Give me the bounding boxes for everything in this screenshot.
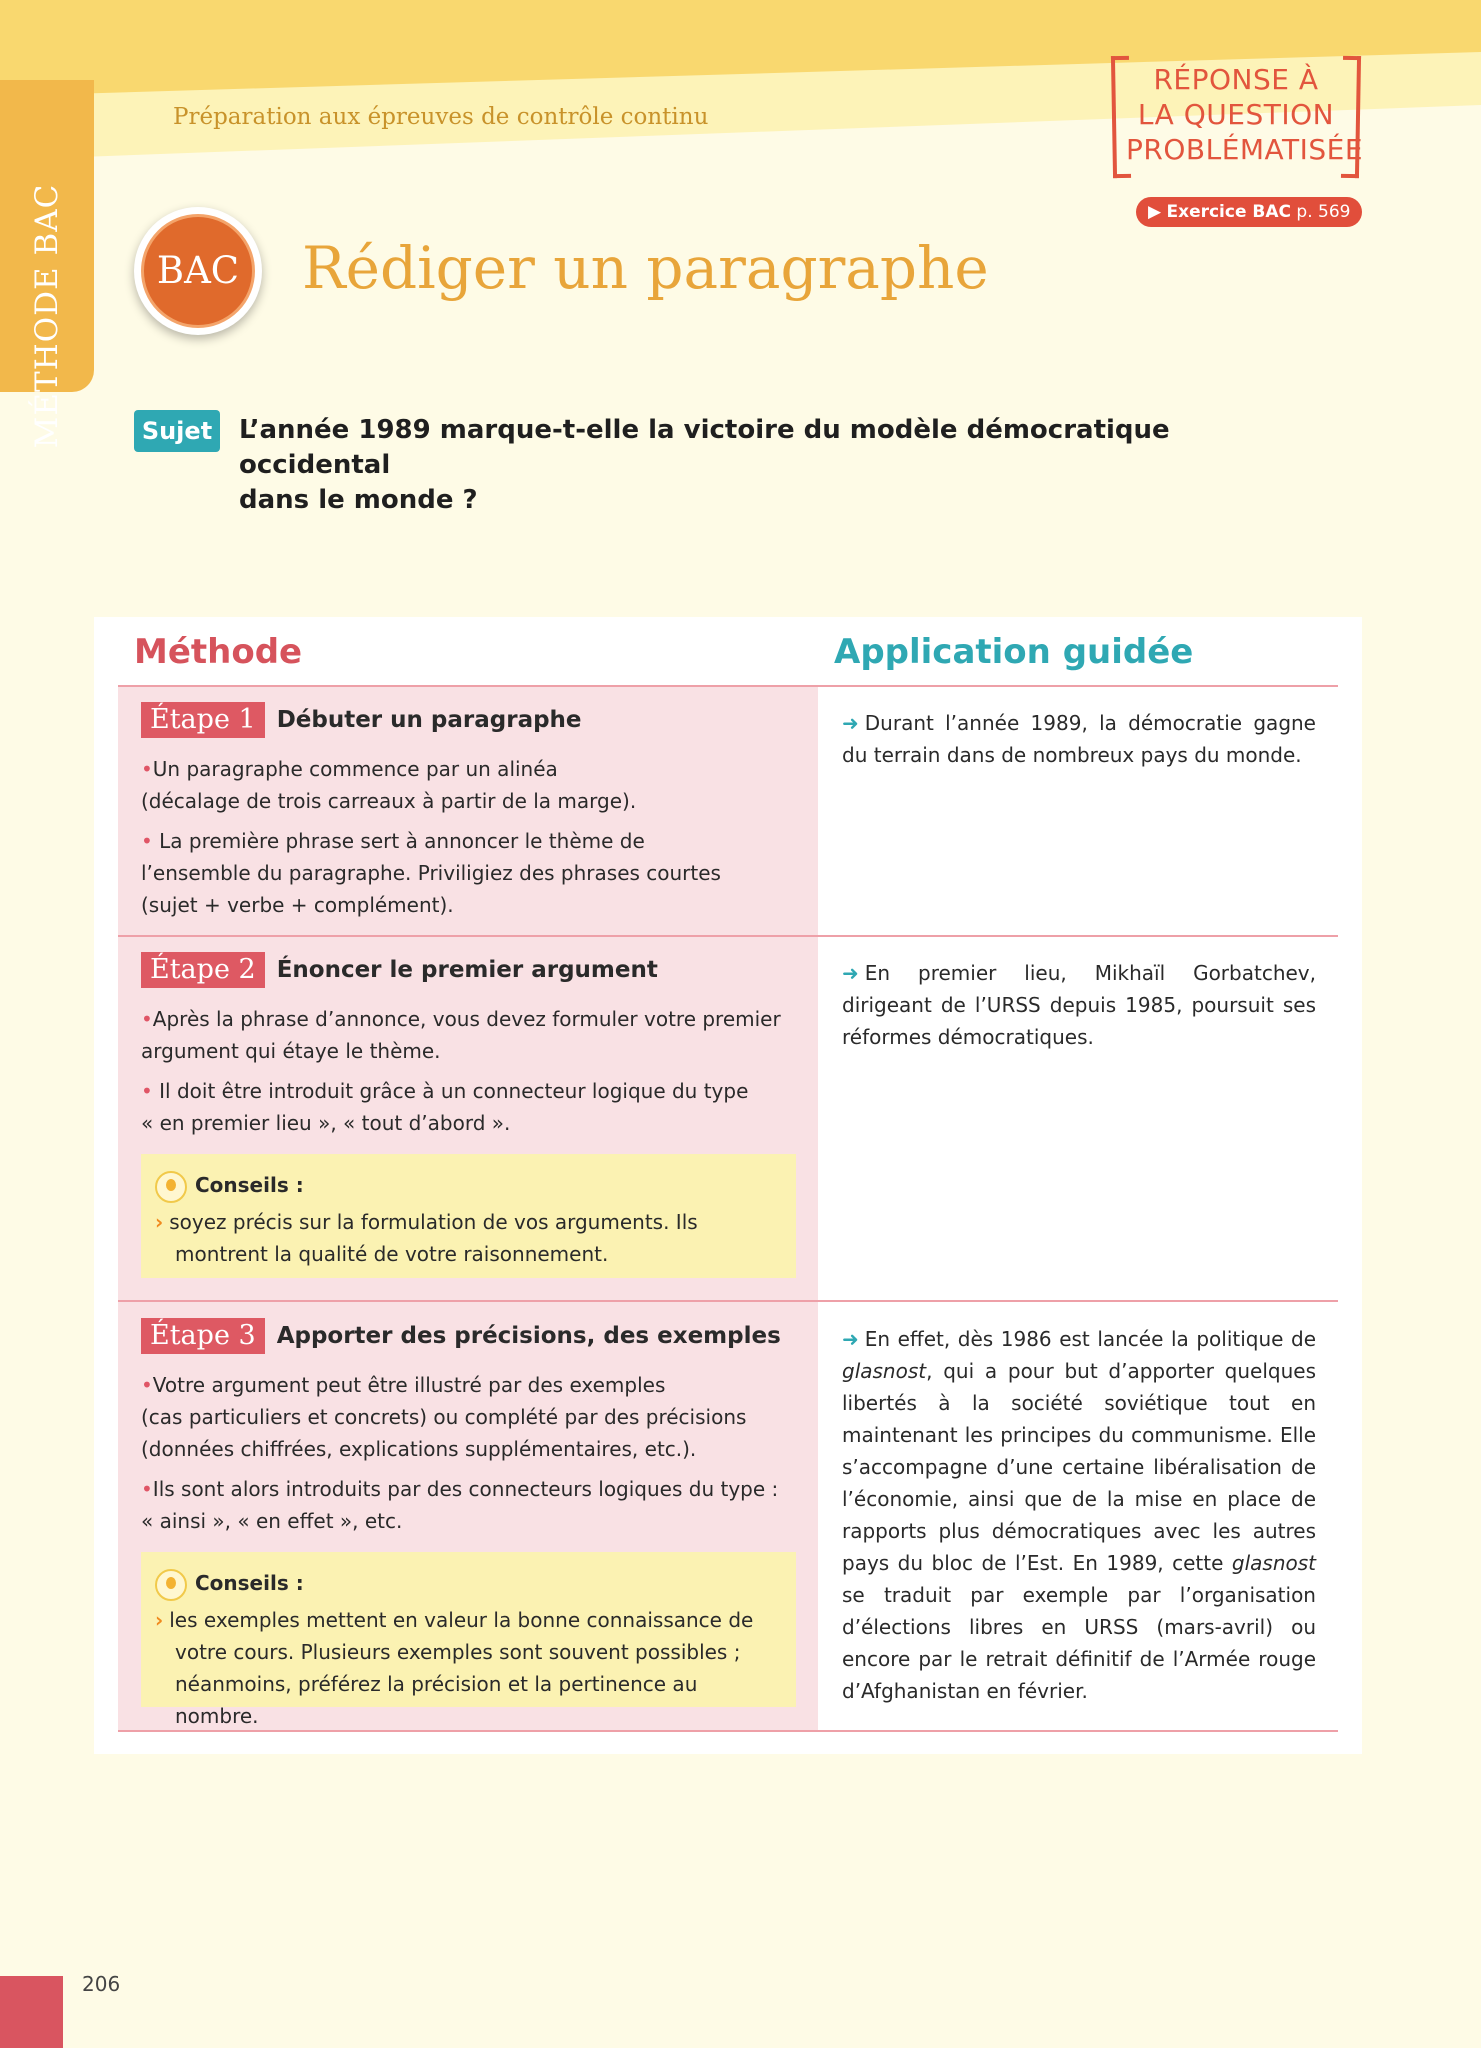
exercise-link-label: Exercice BAC xyxy=(1166,202,1291,222)
step-2-conseil xyxy=(141,1154,796,1278)
step-3-application xyxy=(842,1323,1316,1707)
step-3-header xyxy=(141,1318,781,1354)
bullet-dot-icon: • xyxy=(141,1007,153,1031)
bullet-dot-icon: • xyxy=(141,1373,153,1397)
step-3-bullet-2 xyxy=(141,1473,801,1537)
bullet-line: Votre argument peut être illustré par des exemples xyxy=(152,1373,666,1397)
exercise-link-page: p. 569 xyxy=(1296,202,1351,222)
arrow-right-icon: ➜ xyxy=(842,711,859,735)
application-term: glasnost xyxy=(1231,1551,1316,1575)
bullet-dot-icon: • xyxy=(141,1477,153,1501)
application-text: En effet, dès 1986 est lancée la politique de xyxy=(864,1327,1316,1351)
application-text: , qui a pour but d’apporter quelques libertés à la société soviétique tout en maintenant les principes du communisme. Elle s’accompagne d’une certaine libéralisation de l’économie, ainsi que de la mise en place de rapports plus démocratiques avec les autres pays du bloc de l’Est. En 1989, cette xyxy=(842,1359,1316,1575)
bullet-line: Ils sont alors introduits par des connecteurs logiques du type : xyxy=(152,1477,779,1501)
page-corner-marker xyxy=(0,1976,63,2048)
stamp-line: LA QUESTION xyxy=(1137,98,1335,131)
step-1-header xyxy=(141,702,582,738)
bullet-dot-icon: • xyxy=(141,1079,153,1103)
kicker: Préparation aux épreuves de contrôle continu xyxy=(173,104,709,130)
sujet-tag: Sujet xyxy=(134,410,220,452)
row-divider xyxy=(118,685,1338,687)
step-3-bullet-1 xyxy=(141,1369,801,1465)
conseil-body xyxy=(155,1206,782,1270)
bullet-line: Après la phrase d’annonce, vous devez formuler votre premier xyxy=(152,1007,781,1031)
step-2-application xyxy=(842,957,1316,1053)
bullet-line: (décalage de trois carreaux à partir de la marge). xyxy=(141,789,637,813)
side-tab-label: MÉTHODE BAC xyxy=(29,183,65,449)
step-title: Débuter un paragraphe xyxy=(276,707,582,733)
stamp-text xyxy=(1126,62,1364,167)
chevron-right-icon: › xyxy=(155,1608,164,1632)
step-2-bullet-1 xyxy=(141,1003,801,1067)
bullet-line: (cas particuliers et concrets) ou complété par des précisions xyxy=(141,1405,747,1429)
step-1-bullet-1 xyxy=(141,753,801,817)
sujet-line: dans le monde ? xyxy=(239,485,478,515)
column-heading-application: Application guidée xyxy=(834,632,1194,672)
step-1-bullet-2 xyxy=(141,825,801,921)
bullet-line: l’ensemble du paragraphe. Priviligiez des phrases courtes xyxy=(141,861,721,885)
conseil-text: les exemples mettent en valeur la bonne connaissance de votre cours. Plusieurs exemples sont souvent possibles ; néanmoins, préférez la précision et la pertinence au nombre. xyxy=(169,1608,754,1728)
row-divider xyxy=(118,1300,1338,1302)
step-title: Énoncer le premier argument xyxy=(276,957,658,983)
conseil-header xyxy=(155,1566,782,1600)
step-tag: Étape 3 xyxy=(141,1318,265,1354)
bullet-dot-icon: • xyxy=(141,829,153,853)
bullet-line: Il doit être introduit grâce à un connecteur logique du type xyxy=(159,1079,749,1103)
play-triangle-icon: ▶ xyxy=(1148,202,1162,222)
conseil-title: Conseils : xyxy=(195,1571,304,1595)
application-term: glasnost xyxy=(842,1359,927,1383)
step-2-bullet-2 xyxy=(141,1075,801,1139)
bullet-line: (sujet + verbe + complément). xyxy=(141,893,454,917)
bac-badge-label: BAC xyxy=(141,214,255,328)
lightbulb-icon xyxy=(155,1569,187,1601)
bullet-line: Un paragraphe commence par un alinéa xyxy=(152,757,558,781)
page-title: Rédiger un paragraphe xyxy=(302,234,989,302)
arrow-right-icon: ➜ xyxy=(842,1327,859,1351)
bullet-line: (données chiffrées, explications supplémentaires, etc.). xyxy=(141,1437,697,1461)
step-3-conseil xyxy=(141,1552,796,1728)
application-text: En premier lieu, Mikhaïl Gorbatchev, dirigeant de l’URSS depuis 1985, poursuit ses réformes démocratiques. xyxy=(842,961,1316,1049)
page-number: 206 xyxy=(82,1972,121,1996)
column-heading-methode: Méthode xyxy=(134,632,303,672)
sujet-question xyxy=(239,413,1239,518)
application-text: se traduit par exemple par l’organisation d’élections libres en URSS (mars-avril) ou encore par le retrait définitif de l’Armée rouge d’Afghanistan en février. xyxy=(842,1583,1316,1703)
chevron-right-icon: › xyxy=(155,1210,164,1234)
conseil-body xyxy=(155,1604,782,1732)
sujet-line: L’année 1989 marque-t-elle la victoire du modèle démocratique occidental xyxy=(239,415,1170,480)
step-2-header xyxy=(141,952,658,988)
stamp xyxy=(1112,56,1364,174)
bullet-dot-icon: • xyxy=(141,757,153,781)
lightbulb-icon xyxy=(155,1171,187,1203)
exercise-link[interactable] xyxy=(1136,197,1362,227)
bullet-line: « ainsi », « en effet », etc. xyxy=(141,1509,403,1533)
stamp-line: RÉPONSE À xyxy=(1153,63,1319,96)
step-1-application xyxy=(842,707,1316,771)
stamp-line: PROBLÉMATISÉE xyxy=(1126,133,1364,166)
conseil-title: Conseils : xyxy=(195,1173,304,1197)
conseil-header xyxy=(155,1168,782,1202)
side-tab xyxy=(0,80,94,449)
step-tag: Étape 1 xyxy=(141,702,265,738)
bullet-line: « en premier lieu », « tout d’abord ». xyxy=(141,1111,511,1135)
arrow-right-icon: ➜ xyxy=(842,961,859,985)
bullet-line: argument qui étaye le thème. xyxy=(141,1039,441,1063)
bullet-line: La première phrase sert à annoncer le thème de xyxy=(159,829,645,853)
conseil-text: soyez précis sur la formulation de vos arguments. Ils montrent la qualité de votre raisonnement. xyxy=(169,1210,698,1266)
bac-badge xyxy=(134,207,262,335)
step-tag: Étape 2 xyxy=(141,952,265,988)
step-title: Apporter des précisions, des exemples xyxy=(276,1323,781,1349)
application-text: Durant l’année 1989, la démocratie gagne du terrain dans de nombreux pays du monde. xyxy=(842,711,1316,767)
row-divider xyxy=(118,935,1338,937)
